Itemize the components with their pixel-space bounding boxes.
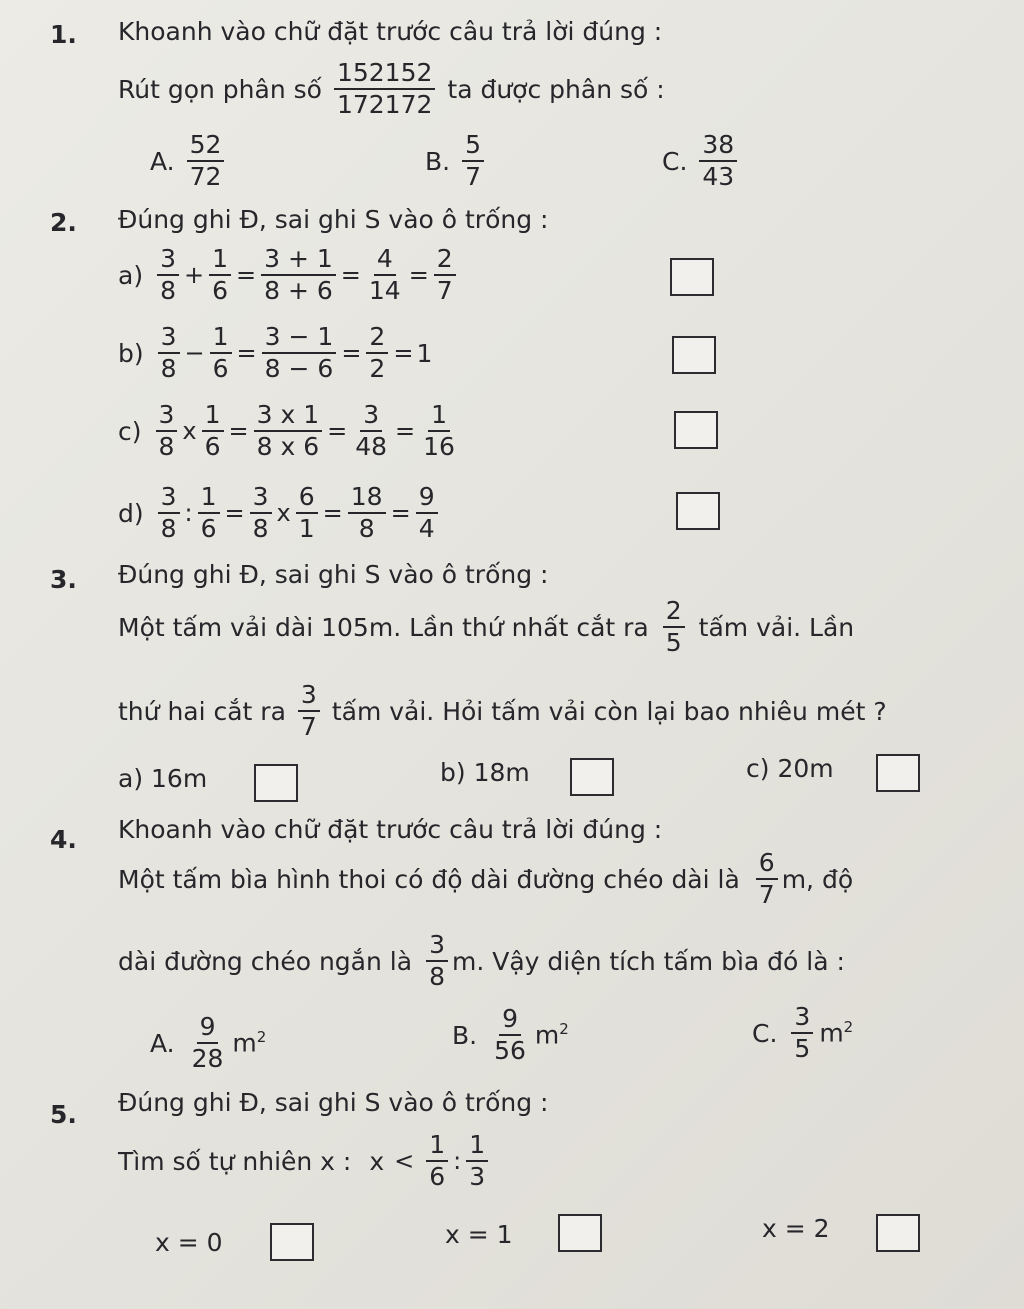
q2-item-b: b) $\frac{3}{8}$ − $\frac{1}{6}$ = $\frac{3 - 1}{8 - 6}$ = $\frac{2}{2}$ = 1 (118, 322, 433, 383)
q5-option-x1: x = 1 (445, 1220, 513, 1249)
q5-answer-box-x0[interactable] (270, 1223, 314, 1261)
q1-option-a[interactable]: A. $\frac{52}{72}$ (150, 130, 226, 192)
q2-answer-box-b[interactable] (672, 336, 716, 374)
q5-answer-box-x1[interactable] (558, 1214, 602, 1252)
q3-option-c: c) 20m (746, 754, 834, 783)
q5-answer-box-x2[interactable] (876, 1214, 920, 1252)
q5-option-x0: x = 0 (155, 1228, 223, 1257)
q2-item-d: d) $\frac{3}{8}$ : $\frac{1}{6}$ = $\frac{3}{8}$ x $\frac{6}{1}$ = $\frac{18}{8}$ = $\frac{9}{4}$ (118, 482, 440, 544)
q4-option-a[interactable]: A. $\frac{9}{28}$ $m^2$ (150, 1012, 267, 1073)
q1-option-c[interactable]: C. $\frac{38}{43}$ (662, 130, 739, 192)
q3-line1: Một tấm vải dài 105m. Lần thứ nhất cắt ra $\frac{2}{5}$ tấm vải. Lần (118, 596, 855, 657)
q4-number: 4. (50, 825, 77, 854)
q1-option-b[interactable]: B. $\frac{5}{7}$ (425, 130, 486, 192)
q3-answer-box-b[interactable] (570, 758, 614, 796)
q3-answer-box-c[interactable] (876, 754, 920, 792)
q3-answer-box-a[interactable] (254, 764, 298, 802)
q3-number: 3. (50, 565, 77, 594)
q1-text-before: Rút gọn phân số (118, 74, 322, 104)
q2-answer-box-a[interactable] (670, 258, 714, 296)
q1-prompt (118, 58, 665, 120)
q1-text-after: ta được phân số : (447, 74, 665, 104)
q2-title: Đúng ghi Đ, sai ghi S vào ô trống : (118, 205, 549, 234)
q2-item-c: c) $\frac{3}{8}$ x $\frac{1}{6}$ = $\frac{3 x 1}{8 x 6}$ = $\frac{3}{48}$ = $\frac{1}{16}$ (118, 400, 455, 461)
q5-option-x2: x = 2 (762, 1214, 830, 1243)
q3-option-a: a) 16m (118, 764, 208, 793)
q4-line2: dài đường chéo ngắn là $\frac{3}{8}$ m. Vậy diện tích tấm bìa đó là : (118, 930, 845, 991)
q4-line1: Một tấm bìa hình thoi có độ dài đường chéo dài là $\frac{6}{7}$ m, độ (118, 848, 854, 909)
q4-option-c[interactable]: C. $\frac{3}{5}$ $m^2$ (752, 1002, 854, 1063)
q5-number: 5. (50, 1100, 77, 1129)
q4-title: Khoanh vào chữ đặt trước câu trả lời đúng : (118, 815, 663, 844)
q2-number: 2. (50, 208, 77, 237)
q2-answer-box-c[interactable] (674, 411, 718, 449)
q5-expression: Tìm số tự nhiên x : x < $\frac{1}{6}$ : $\frac{1}{3}$ (118, 1130, 490, 1192)
q2-item-a: a) $\frac{3}{8}$ + $\frac{1}{6}$ = $\frac{3 + 1}{8 + 6}$ = $\frac{4}{14}$ = $\frac{2}{7}$ (118, 244, 458, 306)
q1-number: 1. (50, 20, 77, 49)
q3-line2: thứ hai cắt ra $\frac{3}{7}$ tấm vải. Hỏi tấm vải còn lại bao nhiêu mét ? (118, 680, 887, 741)
q3-option-b: b) 18m (440, 758, 530, 787)
q5-title: Đúng ghi Đ, sai ghi S vào ô trống : (118, 1088, 549, 1117)
q2-answer-box-d[interactable] (676, 492, 720, 530)
q1-fraction: $\frac{152152}{172172}$ (334, 58, 435, 120)
q3-title: Đúng ghi Đ, sai ghi S vào ô trống : (118, 560, 549, 589)
q4-option-b[interactable]: B. $\frac{9}{56}$ $m^2$ (452, 1004, 569, 1065)
q1-title: Khoanh vào chữ đặt trước câu trả lời đúng : (118, 17, 663, 46)
